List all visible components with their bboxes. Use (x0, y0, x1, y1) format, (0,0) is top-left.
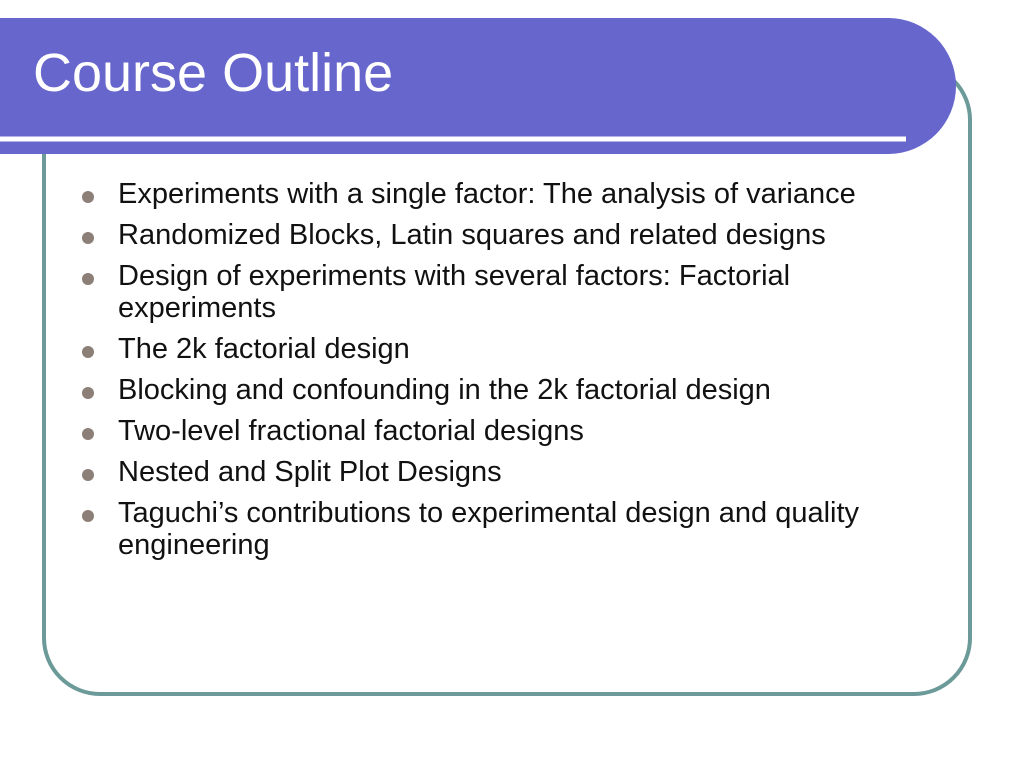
list-item (82, 374, 932, 406)
list-item-text: Blocking and confounding in the 2k factorial design (118, 374, 771, 406)
bullet-icon (82, 469, 94, 481)
list-item (82, 178, 932, 210)
course-outline-list (82, 178, 932, 570)
bullet-icon (82, 387, 94, 399)
list-item (82, 456, 932, 488)
list-item (82, 260, 932, 324)
list-item (82, 415, 932, 447)
bullet-icon (82, 510, 94, 522)
list-item (82, 333, 932, 365)
bullet-icon (82, 232, 94, 244)
list-item (82, 497, 932, 561)
bullet-icon (82, 428, 94, 440)
bullet-icon (82, 346, 94, 358)
bullet-icon (82, 273, 94, 285)
list-item-text: Randomized Blocks, Latin squares and related designs (118, 219, 826, 251)
list-item-text: Two-level fractional factorial designs (118, 415, 584, 447)
list-item-text: Taguchi’s contributions to experimental design and quality engineering (118, 497, 860, 561)
list-item-text: Nested and Split Plot Designs (118, 456, 502, 488)
list-item-text: Design of experiments with several factors: Factorial experiments (118, 260, 791, 324)
slide-title: Course Outline (33, 43, 394, 103)
list-item-text: The 2k factorial design (118, 333, 410, 365)
bullet-icon (82, 191, 94, 203)
list-item (82, 219, 932, 251)
list-item-text: Experiments with a single factor: The analysis of variance (118, 178, 856, 210)
